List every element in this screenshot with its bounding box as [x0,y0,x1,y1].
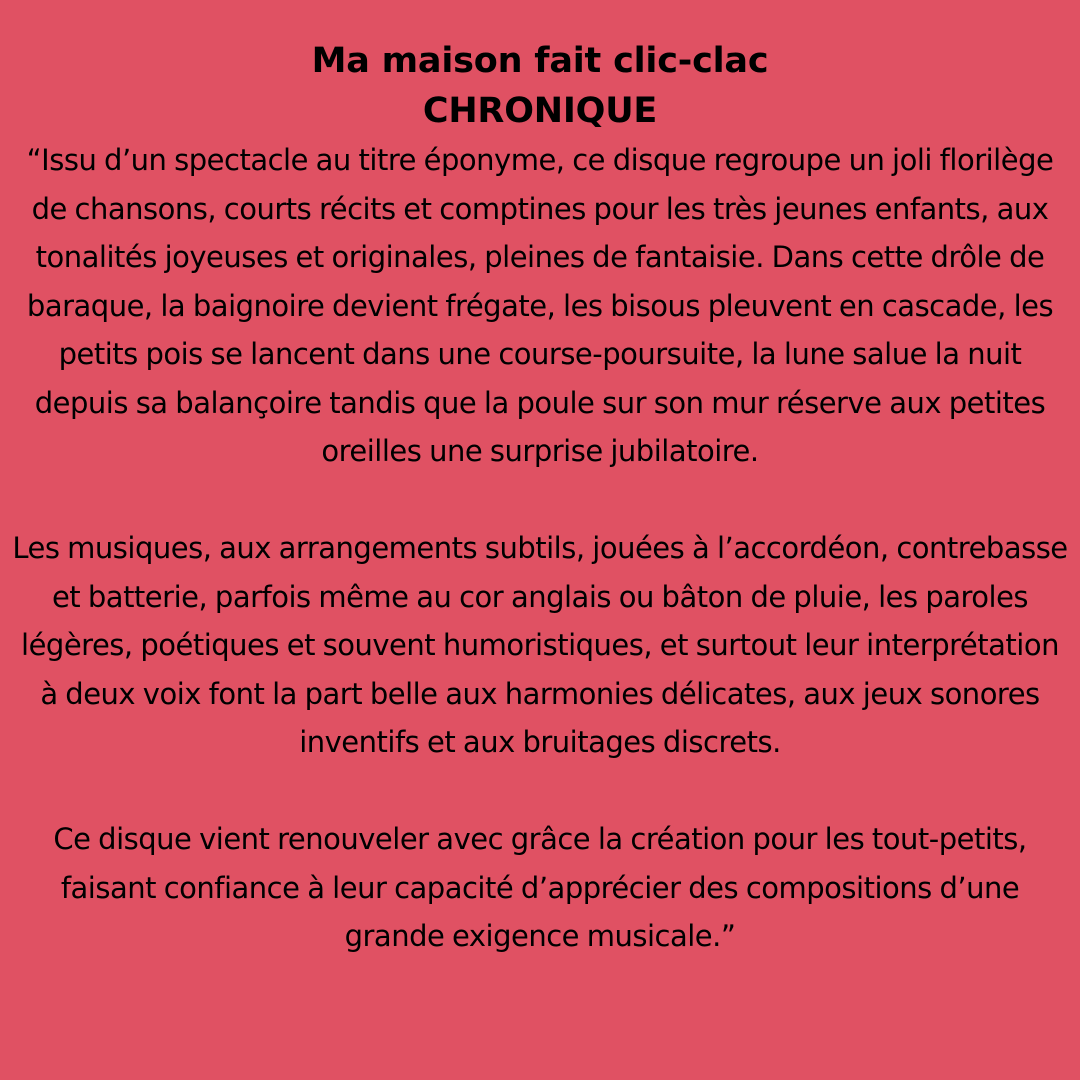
paragraph-music: Les musiques, aux arrangements subtils, jouées à l’accordéon, contrebasse et batterie, parfois même au cor anglais ou bâton de pluie, les paroles légères, poétiques et souvent humoristiques, et surtout leur interprétation à deux voix font la part belle aux harmonies délicates, aux jeux sonores inventifs et aux bruitages discrets. [12,531,1068,759]
section-label: CHRONIQUE [422,91,658,131]
paragraph-spacer [10,476,1070,525]
paragraph-spacer [10,767,1070,816]
paragraph-conclusion: Ce disque vient renouveler avec grâce la création pour les tout-petits, faisant confiance à leur capacité d’apprécier des compositions d’une grande exigence musicale.” [53,822,1027,953]
page-title: Ma maison fait clic-clac [311,41,769,81]
paragraph-intro: “Issu d’un spectacle au titre éponyme, ce disque regroupe un joli florilège de chansons, courts récits et comptines pour les très jeunes enfants, aux tonalités joyeuses et originales, pleines de fantaisie. Dans cette drôle de baraque, la baignoire devient frégate, les bisous pleuvent en cascade, les petits pois se lancent dans une course-poursuite, la lune salue la nuit depuis sa balançoire tandis que la poule sur son mur réserve aux petites oreilles une surprise jubilatoire. [26,143,1054,468]
